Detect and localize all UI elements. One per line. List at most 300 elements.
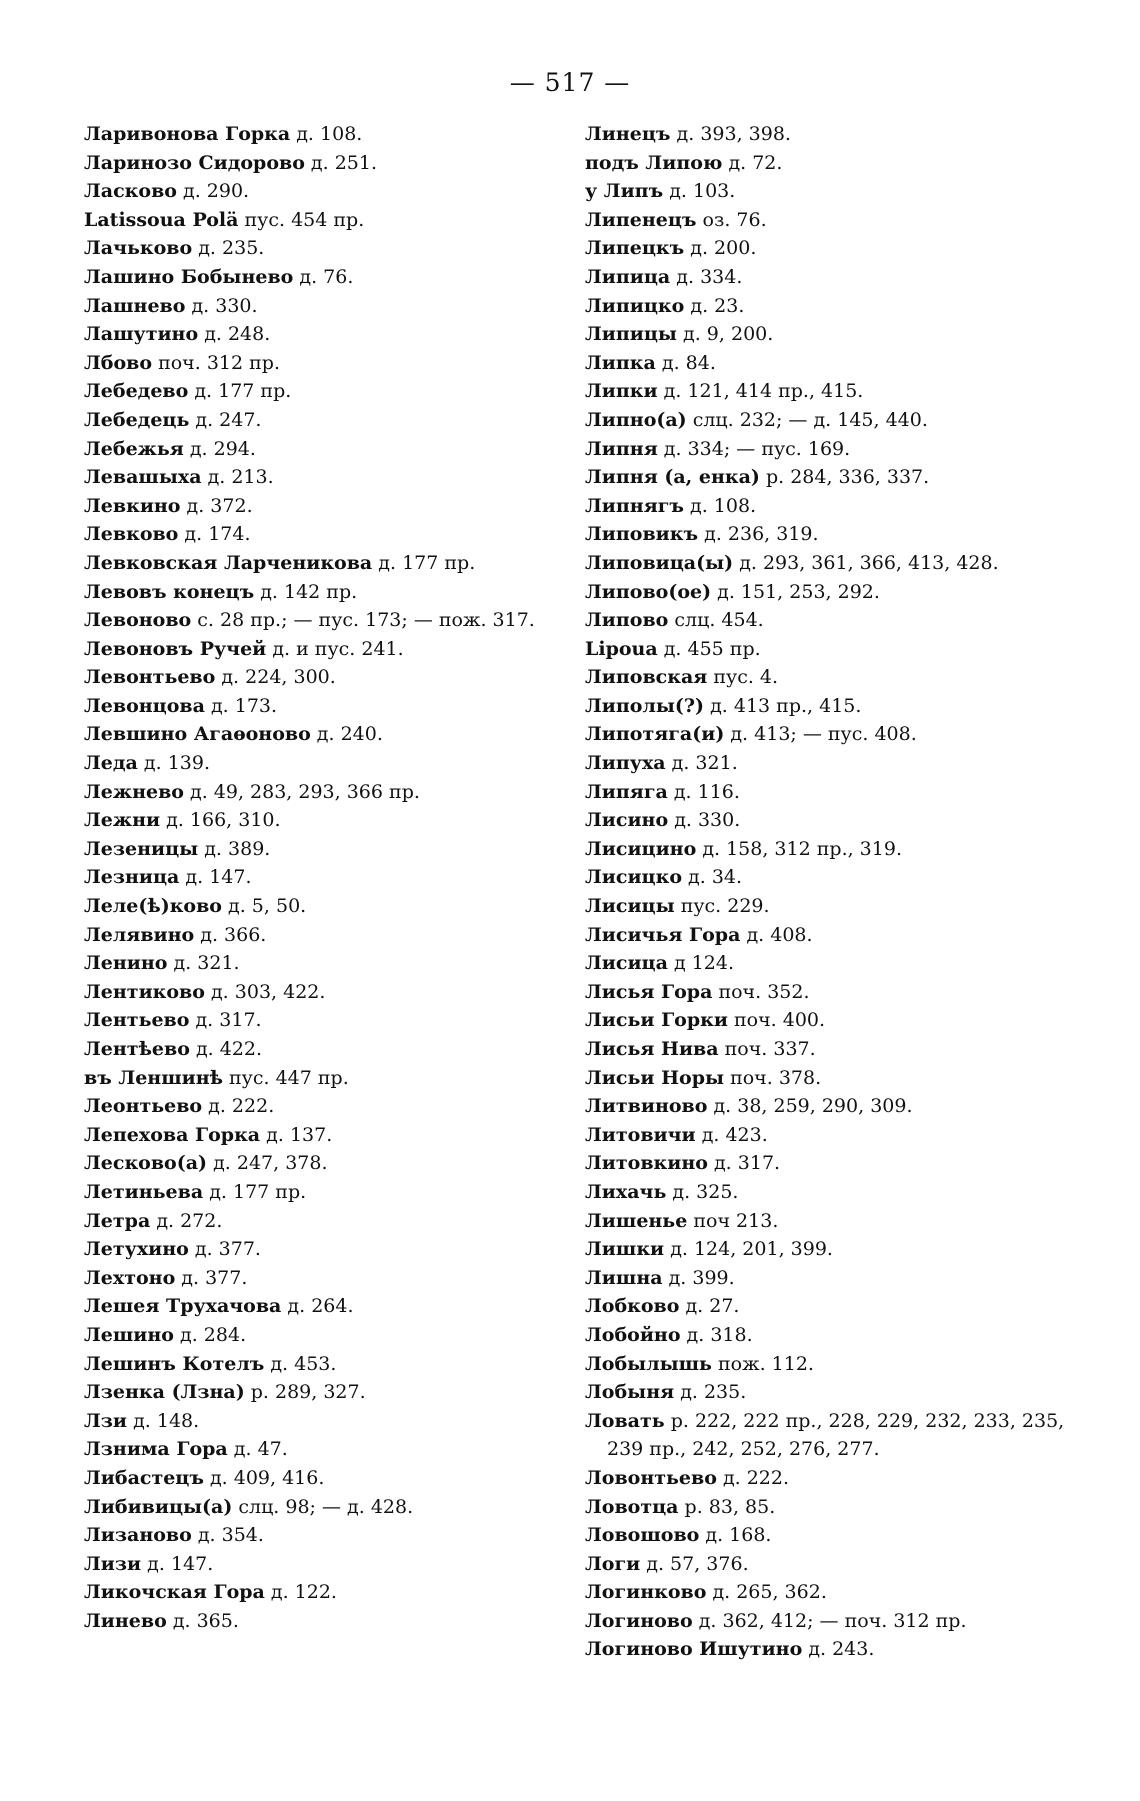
entry-reference: д. 47. xyxy=(233,1438,288,1461)
entry-term: Ласково xyxy=(84,180,177,203)
index-entry xyxy=(84,1321,584,1350)
entry-term: Липецкъ xyxy=(585,237,685,260)
entry-term: Логиново xyxy=(585,1609,693,1632)
entry-term: Лобыня xyxy=(585,1381,675,1404)
index-entry xyxy=(585,292,1065,321)
index-entry xyxy=(585,1292,1065,1321)
entry-term: Леле(ѣ)ково xyxy=(84,895,222,918)
entry-term: Лобойно xyxy=(585,1323,681,1346)
entry-term: Липицко xyxy=(585,294,685,317)
entry-term: Липнягъ xyxy=(585,494,684,517)
index-entry xyxy=(585,778,1065,807)
entry-term: Лесково(а) xyxy=(84,1152,208,1175)
entry-term: Lipoua xyxy=(585,637,658,660)
entry-reference: пус. 229. xyxy=(680,895,770,918)
entry-reference: д. 173. xyxy=(210,694,278,717)
entry-reference: поч. 352. xyxy=(718,980,810,1003)
entry-reference: д. 453. xyxy=(270,1352,337,1375)
index-entry xyxy=(84,1092,584,1121)
entry-reference: д. 334; — пус. 169. xyxy=(663,437,851,460)
entry-reference: д. 174. xyxy=(184,523,251,546)
entry-term: Лисьи Горки xyxy=(585,1009,728,1032)
index-entry xyxy=(84,177,584,206)
entry-reference: д. 200. xyxy=(690,237,757,260)
index-entry xyxy=(585,949,1065,978)
entry-reference: д. 365. xyxy=(172,1609,239,1632)
index-entry xyxy=(84,349,584,378)
index-entry xyxy=(585,1235,1065,1264)
index-entry xyxy=(585,635,1065,664)
entry-reference: д. 108. xyxy=(690,494,757,517)
entry-reference: д. 49, 283, 293, 366 пр. xyxy=(190,780,420,803)
entry-term: Лебедець xyxy=(84,408,190,431)
index-entry xyxy=(585,806,1065,835)
entry-term: Литовичи xyxy=(585,1123,696,1146)
index-entry xyxy=(585,1207,1065,1236)
index-entry xyxy=(84,921,584,950)
index-entry xyxy=(84,835,584,864)
entry-reference: д. 321. xyxy=(671,752,738,775)
index-entry xyxy=(84,549,584,578)
entry-term: Логинково xyxy=(585,1581,707,1604)
entry-reference: д. 213. xyxy=(207,466,274,489)
index-entry xyxy=(84,606,584,635)
entry-reference: д. 272. xyxy=(156,1209,223,1232)
entry-term: Летра xyxy=(84,1209,151,1232)
entry-reference: д. 124, 201, 399. xyxy=(670,1238,833,1261)
index-entry xyxy=(585,406,1065,435)
entry-term: Лешея Трухачова xyxy=(84,1295,282,1318)
entry-reference: д. 317. xyxy=(713,1152,781,1175)
entry-reference: д. 38, 259, 290, 309. xyxy=(713,1095,913,1118)
entry-reference: пус. 447 пр. xyxy=(229,1066,349,1089)
entry-term: Липка xyxy=(585,351,656,374)
entry-term: Линецъ xyxy=(585,123,671,145)
entry-term: Лишенье xyxy=(585,1209,688,1232)
entry-term: Лелявино xyxy=(84,923,195,946)
entry-reference: д. 137. xyxy=(266,1123,333,1146)
index-entry xyxy=(84,1493,584,1522)
index-entry xyxy=(84,1235,584,1264)
index-entry xyxy=(84,578,584,607)
entry-term: Левовъ конецъ xyxy=(84,580,255,603)
entry-term: Ликочская Гора xyxy=(84,1581,265,1604)
entry-reference: д. 235. xyxy=(198,237,265,260)
entry-term: Левоновъ Ручей xyxy=(84,637,267,660)
entry-reference: д. 290. xyxy=(183,180,250,203)
entry-term: Левковская Ларченикова xyxy=(84,551,373,574)
entry-term: Ларивонова Горка xyxy=(84,123,291,145)
entry-reference: д. 168. xyxy=(705,1524,772,1547)
index-entry xyxy=(84,978,584,1007)
entry-reference: д. 177 пр. xyxy=(209,1180,307,1203)
index-entry xyxy=(84,320,584,349)
index-entry xyxy=(585,463,1065,492)
entry-term: Лехтоно xyxy=(84,1266,176,1289)
entry-term: Лбово xyxy=(84,351,153,374)
index-entry xyxy=(84,720,584,749)
entry-term: Лобылышь xyxy=(585,1352,712,1375)
index-entry xyxy=(84,806,584,835)
index-entry xyxy=(585,863,1065,892)
entry-reference: д. 408. xyxy=(746,923,813,946)
entry-reference: поч. 312 пр. xyxy=(158,351,280,374)
entry-term: Лентѣево xyxy=(84,1038,190,1060)
index-entry xyxy=(84,1464,584,1493)
entry-reference: д. 108. xyxy=(296,123,363,145)
index-entry xyxy=(585,606,1065,635)
index-entry xyxy=(585,1321,1065,1350)
index-entry xyxy=(84,749,584,778)
entry-reference: д. 57, 376. xyxy=(646,1552,749,1575)
index-entry xyxy=(585,578,1065,607)
entry-term: Липно(а) xyxy=(585,408,687,431)
index-entry xyxy=(84,1607,584,1636)
entry-reference: поч 213. xyxy=(693,1209,779,1232)
entry-term: Липенецъ xyxy=(585,208,697,231)
entry-term: въ Леншинѣ xyxy=(84,1066,223,1089)
index-entry xyxy=(84,663,584,692)
entry-reference: д. 366. xyxy=(200,923,267,946)
entry-term: Лизи xyxy=(84,1552,142,1575)
entry-reference: д. 222. xyxy=(722,1466,790,1489)
entry-reference: д. 121, 414 пр., 415. xyxy=(663,380,864,403)
entry-term: Лзи xyxy=(84,1409,128,1432)
entry-reference: д. 377. xyxy=(181,1266,248,1289)
entry-term: Ловать xyxy=(585,1409,665,1432)
index-entry xyxy=(585,1121,1065,1150)
index-entry xyxy=(84,120,584,149)
entry-reference: д. 413 пр., 415. xyxy=(710,694,862,717)
index-entry xyxy=(84,1207,584,1236)
index-entry xyxy=(84,435,584,464)
entry-term: Липовица(ы) xyxy=(585,551,734,574)
entry-reference: р. 289, 327. xyxy=(250,1381,366,1404)
index-entry xyxy=(585,177,1065,206)
index-entry xyxy=(585,435,1065,464)
index-entry xyxy=(585,520,1065,549)
entry-term: Лисицино xyxy=(585,837,697,860)
entry-reference: д. 236, 319. xyxy=(704,523,819,546)
entry-term: Ловонтьево xyxy=(585,1466,717,1489)
index-entry xyxy=(84,778,584,807)
entry-term: Лзенка (Лзна) xyxy=(84,1381,245,1404)
entry-reference: поч. 378. xyxy=(730,1066,822,1089)
index-entry xyxy=(84,1121,584,1150)
entry-reference: с. 28 пр.; — пус. 173; — пож. 317. xyxy=(197,609,535,632)
entry-reference: д. 103. xyxy=(669,180,736,203)
entry-term: Лобково xyxy=(585,1295,680,1318)
index-entry xyxy=(585,320,1065,349)
entry-term: Левшино Агаѳоново xyxy=(84,723,311,746)
index-entry xyxy=(585,663,1065,692)
entry-reference: пус. 454 пр. xyxy=(244,208,365,231)
index-entry xyxy=(84,149,584,178)
entry-reference: д. 389. xyxy=(204,837,271,860)
entry-term: подъ Липою xyxy=(585,151,723,174)
entry-reference: поч. 337. xyxy=(724,1038,816,1060)
entry-term: Ларинозо Сидорово xyxy=(84,151,305,174)
entry-term: Ленино xyxy=(84,952,168,975)
entry-term: Лепехова Горка xyxy=(84,1123,261,1146)
index-entry xyxy=(84,692,584,721)
entry-term: Лзнима Гора xyxy=(84,1438,228,1461)
entry-reference: д. 455 пр. xyxy=(663,637,761,660)
index-entry xyxy=(585,1178,1065,1207)
entry-term: Ловотца xyxy=(585,1495,679,1518)
index-entry xyxy=(84,406,584,435)
index-entry xyxy=(585,549,1065,578)
index-entry xyxy=(585,1635,1065,1664)
entry-reference: д. 399. xyxy=(668,1266,735,1289)
index-entry xyxy=(84,1378,584,1407)
entry-reference: д. 116. xyxy=(673,780,740,803)
entry-term: Леонтьево xyxy=(84,1095,203,1118)
entry-term: Лисья Гора xyxy=(585,980,713,1003)
index-entry xyxy=(585,1092,1065,1121)
entry-reference: д. 423. xyxy=(701,1123,768,1146)
entry-reference: р. 284, 336, 337. xyxy=(765,466,930,489)
index-entry xyxy=(84,863,584,892)
entry-term: Липяга xyxy=(585,780,668,803)
index-entry xyxy=(585,1407,1065,1464)
page-number: — 517 — xyxy=(509,68,631,97)
entry-term: Latissoua Polä xyxy=(84,208,239,231)
index-entry xyxy=(585,692,1065,721)
entry-reference: поч. 400. xyxy=(734,1009,826,1032)
index-entry xyxy=(84,234,584,263)
entry-reference: д. 330. xyxy=(191,294,258,317)
entry-term: Лежнево xyxy=(84,780,184,803)
entry-reference: д. 147. xyxy=(147,1552,214,1575)
entry-reference: д. 147. xyxy=(185,866,252,889)
index-entry xyxy=(84,1006,584,1035)
index-entry xyxy=(84,1292,584,1321)
index-entry xyxy=(585,1607,1065,1636)
entry-term: Левонтьево xyxy=(84,666,216,689)
entry-reference: д. 84. xyxy=(661,351,716,374)
entry-reference: д. 251. xyxy=(310,151,378,174)
entry-reference: д. и пус. 241. xyxy=(272,637,404,660)
entry-reference: д 124. xyxy=(673,952,734,975)
entry-term: Левонцова xyxy=(84,694,205,717)
index-entry xyxy=(585,377,1065,406)
entry-term: Липицы xyxy=(585,323,677,346)
index-entry xyxy=(84,1064,584,1093)
entry-reference: д. 321. xyxy=(173,952,240,975)
entry-reference: д. 23. xyxy=(690,294,745,317)
index-entry xyxy=(585,492,1065,521)
entry-reference: д. 362, 412; — поч. 312 пр. xyxy=(698,1609,967,1632)
right-column xyxy=(585,120,1065,1664)
entry-term: Левоново xyxy=(84,609,192,632)
index-entry xyxy=(84,1521,584,1550)
entry-reference: д. 222. xyxy=(208,1095,275,1118)
entry-reference: слц. 232; — д. 145, 440. xyxy=(692,408,928,431)
entry-term: Левкино xyxy=(84,494,181,517)
entry-term: Липуха xyxy=(585,752,666,775)
entry-reference: д. 265, 362. xyxy=(712,1581,827,1604)
index-entry xyxy=(84,377,584,406)
index-entry xyxy=(585,749,1065,778)
entry-reference: д. 325. xyxy=(672,1180,739,1203)
entry-term: Лашутино xyxy=(84,323,199,346)
index-entry xyxy=(585,978,1065,1007)
entry-reference: д. 224, 300. xyxy=(221,666,336,689)
entry-term: Лебедево xyxy=(84,380,189,403)
entry-term: Липолы(?) xyxy=(585,694,705,717)
entry-term: Лихачь xyxy=(585,1180,667,1203)
entry-term: Летухино xyxy=(84,1238,189,1261)
entry-reference: д. 9, 200. xyxy=(683,323,774,346)
entry-term: Ловошово xyxy=(585,1524,700,1547)
entry-term: Лежни xyxy=(84,809,161,832)
entry-term: Липица xyxy=(585,265,671,288)
entry-term: Лишки xyxy=(585,1238,665,1261)
entry-reference: д. 34. xyxy=(688,866,743,889)
entry-term: Лисичья Гора xyxy=(585,923,741,946)
entry-term: Лизаново xyxy=(84,1524,192,1547)
entry-term: Липово xyxy=(585,609,669,632)
index-entry xyxy=(585,892,1065,921)
entry-term: Лентьево xyxy=(84,1009,190,1032)
entry-reference: д. 393, 398. xyxy=(676,123,791,145)
entry-term: Лисьи Норы xyxy=(585,1066,725,1089)
entry-term: Левково xyxy=(84,523,179,546)
entry-term: Логиново Ишутино xyxy=(585,1638,803,1661)
index-entry xyxy=(84,492,584,521)
index-entry xyxy=(585,1064,1065,1093)
index-entry xyxy=(84,1435,584,1464)
entry-reference: оз. 76. xyxy=(702,208,767,231)
index-entry xyxy=(84,892,584,921)
index-entry xyxy=(84,463,584,492)
entry-reference: д. 5, 50. xyxy=(228,895,307,918)
index-entry xyxy=(84,949,584,978)
entry-term: Линево xyxy=(84,1609,167,1632)
index-entry xyxy=(84,263,584,292)
entry-term: Липня xyxy=(585,437,658,460)
entry-reference: пус. 4. xyxy=(713,666,779,689)
index-entry xyxy=(84,292,584,321)
index-entry xyxy=(585,349,1065,378)
entry-reference: д. 334. xyxy=(676,265,743,288)
entry-term: Лешино xyxy=(84,1323,174,1346)
entry-reference: д. 158, 312 пр., 319. xyxy=(702,837,902,860)
entry-term: Лачьково xyxy=(84,237,193,260)
entry-term: Лезеницы xyxy=(84,837,199,860)
index-entry xyxy=(585,263,1065,292)
entry-reference: д. 303, 422. xyxy=(210,980,326,1003)
entry-term: у Липъ xyxy=(585,180,664,203)
index-entry xyxy=(84,1578,584,1607)
entry-reference: д. 377. xyxy=(194,1238,261,1261)
entry-reference: д. 139. xyxy=(143,752,211,775)
entry-term: Липки xyxy=(585,380,658,403)
index-entry xyxy=(585,720,1065,749)
entry-reference: д. 72. xyxy=(728,151,783,174)
entry-term: Летиньева xyxy=(84,1180,204,1203)
entry-reference: д. 372. xyxy=(186,494,253,517)
entry-reference: д. 409, 416. xyxy=(209,1466,325,1489)
entry-term: Логи xyxy=(585,1552,641,1575)
entry-reference: д. 76. xyxy=(299,265,354,288)
entry-term: Литвиново xyxy=(585,1095,708,1118)
entry-reference: д. 318. xyxy=(686,1323,753,1346)
index-entry xyxy=(585,1521,1065,1550)
index-entry xyxy=(585,120,1065,149)
entry-reference: д. 247, 378. xyxy=(213,1152,328,1175)
entry-term: Лебежья xyxy=(84,437,184,460)
entry-term: Лисица xyxy=(585,952,668,975)
entry-term: Левашыха xyxy=(84,466,202,489)
index-entry xyxy=(585,1550,1065,1579)
entry-reference: д. 317. xyxy=(195,1009,262,1032)
index-entry xyxy=(84,1350,584,1379)
entry-term: Лисицко xyxy=(585,866,682,889)
entry-reference: пож. 112. xyxy=(718,1352,814,1375)
entry-reference: д. 151, 253, 292. xyxy=(717,580,880,603)
entry-term: Липня (а, енка) xyxy=(585,466,760,489)
entry-term: Лашнево xyxy=(84,294,186,317)
entry-term: Лисицы xyxy=(585,895,675,918)
entry-term: Лисья Нива xyxy=(585,1038,719,1060)
entry-term: Лезница xyxy=(84,866,180,889)
entry-term: Лешинъ Котелъ xyxy=(84,1352,265,1375)
index-entry xyxy=(585,1035,1065,1064)
entry-reference: д. 177 пр. xyxy=(194,380,292,403)
index-entry xyxy=(585,1464,1065,1493)
index-entry xyxy=(84,206,584,235)
index-entry xyxy=(585,149,1065,178)
index-entry xyxy=(585,921,1065,950)
index-entry xyxy=(84,1035,584,1064)
entry-reference: д. 293, 361, 366, 413, 428. xyxy=(739,551,999,574)
entry-term: Литовкино xyxy=(585,1152,708,1175)
entry-reference: д. 240. xyxy=(316,723,383,746)
entry-reference: д. 166, 310. xyxy=(166,809,281,832)
entry-reference: д. 243. xyxy=(808,1638,875,1661)
index-entry xyxy=(585,1264,1065,1293)
entry-reference: д. 264. xyxy=(287,1295,354,1318)
entry-term: Лентиково xyxy=(84,980,205,1003)
index-entry xyxy=(585,1149,1065,1178)
entry-term: Липовикъ xyxy=(585,523,699,546)
index-entry xyxy=(585,1378,1065,1407)
entry-term: Липовская xyxy=(585,666,708,689)
entry-reference: д. 27. xyxy=(685,1295,740,1318)
entry-term: Лишна xyxy=(585,1266,663,1289)
index-entry xyxy=(84,1264,584,1293)
index-entry xyxy=(585,234,1065,263)
entry-reference: д. 235. xyxy=(680,1381,747,1404)
index-entry xyxy=(585,1350,1065,1379)
entry-reference: д. 122. xyxy=(270,1581,337,1604)
index-entry xyxy=(84,1407,584,1436)
entry-reference: д. 247. xyxy=(195,408,262,431)
entry-term: Лашино Бобынево xyxy=(84,265,294,288)
entry-reference: д. 354. xyxy=(197,1524,264,1547)
index-entry xyxy=(84,1550,584,1579)
entry-reference: д. 142 пр. xyxy=(260,580,358,603)
index-entry xyxy=(84,1149,584,1178)
entry-reference: д. 330. xyxy=(674,809,741,832)
index-entry xyxy=(84,520,584,549)
index-entry xyxy=(585,1578,1065,1607)
entry-reference: д. 422. xyxy=(195,1038,263,1060)
entry-reference: слц. 98; — д. 428. xyxy=(238,1495,414,1518)
index-entry xyxy=(84,1178,584,1207)
